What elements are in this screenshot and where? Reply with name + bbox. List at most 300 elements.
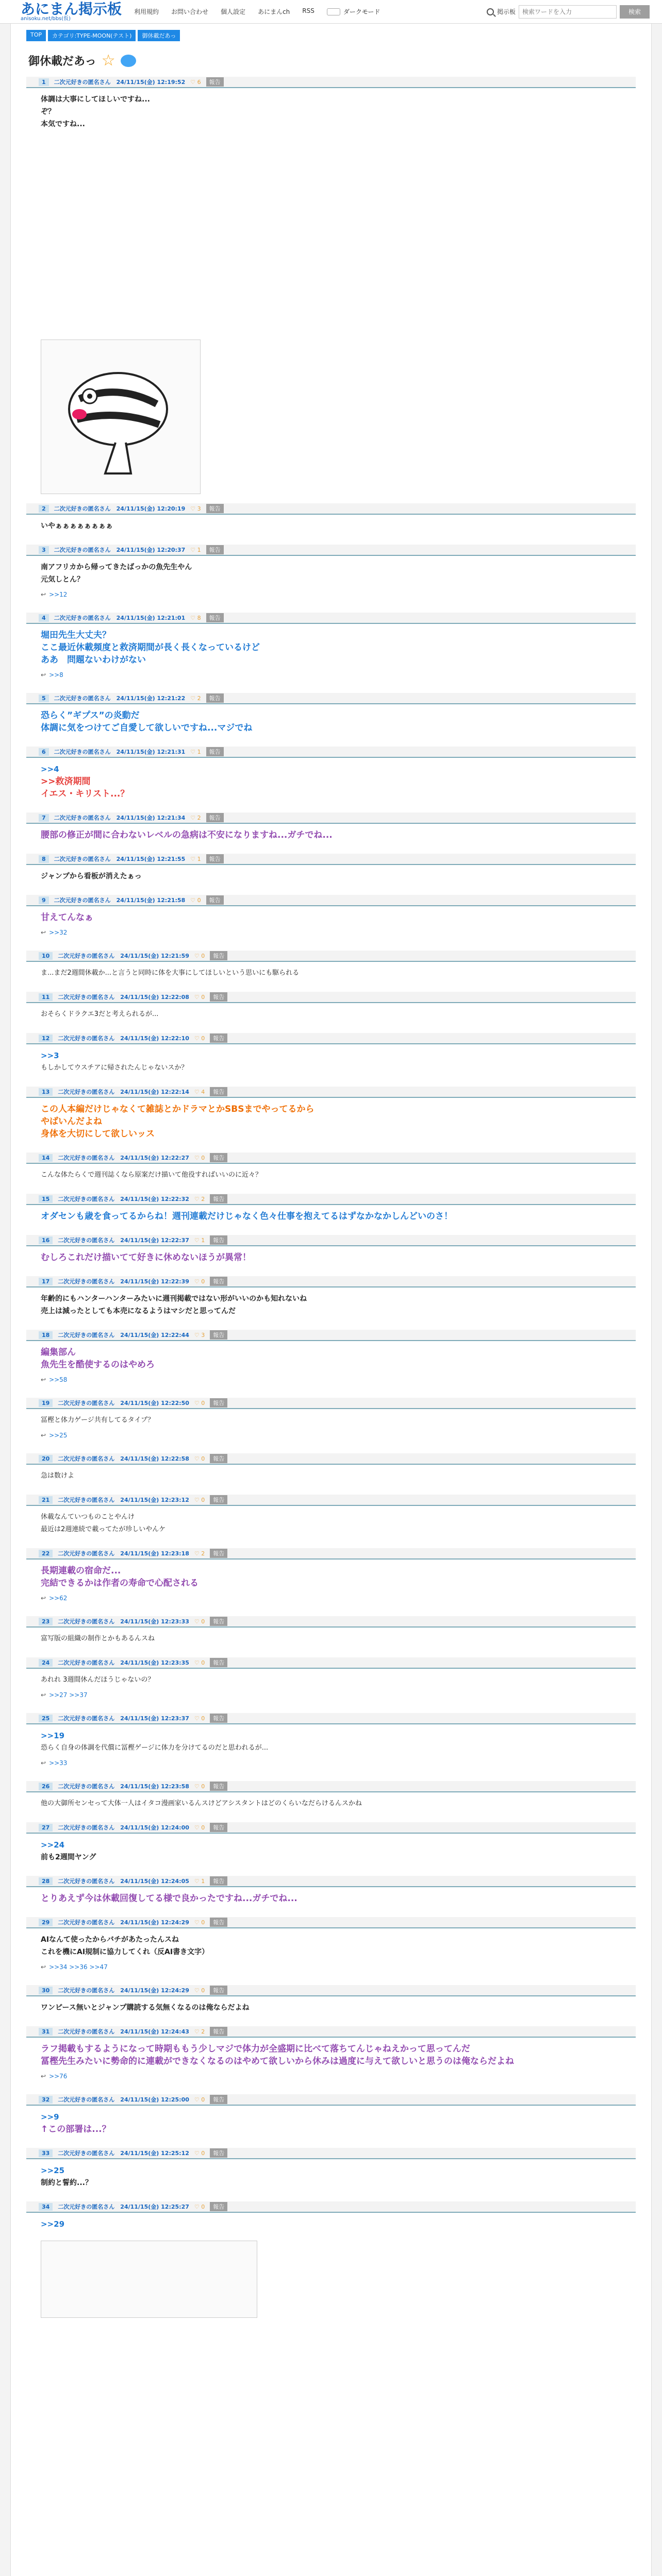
post [26, 2026, 636, 2085]
post-body [26, 2038, 636, 2071]
post-text: 恐らく自身の体調を代償に冨樫ゲージに体力を分けてるのだと思われるが... [41, 1744, 269, 1752]
good-count[interactable]: ♡ 1 [194, 1877, 205, 1885]
good-count[interactable]: ♡ 1 [190, 855, 201, 862]
reply-links[interactable] [26, 1592, 636, 1607]
post-number[interactable]: 16 [39, 1236, 53, 1244]
good-count[interactable]: ♡ 0 [194, 1715, 205, 1722]
logo-subtext: anisoku.net/bbs(仮) [21, 15, 71, 22]
reply-icon: ↩ [41, 1759, 46, 1767]
report-button[interactable]: 報告 [206, 504, 224, 513]
post [26, 895, 636, 941]
good-count[interactable]: ♡ 4 [194, 1088, 205, 1095]
post-text: 完結できるかは作者の寿命で心配される [41, 1578, 198, 1588]
post [26, 613, 636, 684]
good-count[interactable]: ♡ 0 [194, 2096, 205, 2103]
post-body [26, 1003, 636, 1024]
post-number[interactable]: 15 [39, 1195, 53, 1203]
post [26, 1153, 636, 1184]
report-button[interactable]: 報告 [210, 1153, 227, 1162]
post [26, 1985, 636, 2017]
post-number[interactable]: 10 [39, 952, 53, 960]
nav-rss[interactable]: RSS [302, 7, 315, 14]
post-body [26, 1205, 636, 1226]
report-button[interactable]: 報告 [210, 1918, 227, 1927]
post-number[interactable]: 25 [39, 1715, 53, 1722]
post [26, 693, 636, 737]
report-button[interactable]: 報告 [206, 613, 224, 622]
post-header [26, 503, 636, 515]
fish-illustration [59, 352, 183, 481]
reply-icon: ↩ [41, 591, 46, 598]
post-header [26, 854, 636, 865]
post [26, 1713, 636, 1772]
post-number[interactable]: 22 [39, 1550, 53, 1557]
report-button[interactable]: 報告 [210, 2202, 227, 2211]
post-number[interactable]: 8 [39, 855, 49, 863]
site-logo[interactable] [21, 2, 122, 22]
favorite-star-icon[interactable]: ☆ [101, 51, 115, 70]
reply-links[interactable] [26, 669, 636, 684]
post-number[interactable]: 20 [39, 1455, 53, 1463]
report-button[interactable]: 報告 [210, 1194, 227, 1204]
post-header [26, 545, 636, 556]
good-count[interactable]: ♡ 0 [194, 1919, 205, 1926]
post-number[interactable]: 14 [39, 1154, 53, 1162]
post-number[interactable]: 33 [39, 2149, 53, 2157]
report-button[interactable]: 報告 [210, 2027, 227, 2036]
post-number[interactable]: 24 [39, 1659, 53, 1667]
post-body [26, 2213, 636, 2233]
post-meta: 二次元好きの匿名さん 24/11/15(金) 12:22:39 [58, 1278, 189, 1285]
nav-settings[interactable]: 個人設定 [221, 8, 246, 15]
reply-anchors[interactable]: >>62 [49, 1595, 68, 1602]
post-meta: 二次元好きの匿名さん 24/11/15(金) 12:22:14 [58, 1089, 189, 1095]
reply-anchor[interactable]: >>29 [41, 2219, 65, 2229]
post-header [26, 1876, 636, 1887]
post-body [26, 704, 636, 737]
good-count[interactable]: ♡ 0 [194, 1154, 205, 1161]
post-number[interactable]: 2 [39, 505, 49, 513]
reply-anchors[interactable]: >>27 >>37 [49, 1691, 88, 1699]
post-text: 他の大御所センセって大体一人はイタコ漫画家いるんスけどアシスタントはどのくらいなだらけるんスかね [41, 1800, 362, 1807]
report-button[interactable]: 報告 [210, 1876, 227, 1886]
report-button[interactable]: 報告 [210, 1714, 227, 1723]
nav-terms[interactable]: 利用規約 [134, 8, 159, 15]
post-body [26, 962, 636, 982]
post-meta: 二次元好きの匿名さん 24/11/15(金) 12:21:59 [58, 953, 189, 959]
post [26, 1276, 636, 1320]
good-count[interactable]: ♡ 2 [194, 2028, 205, 2035]
post-text: こんな体たらくで週刊誌くなら原案だけ描いて他役すればいいのに近々？ [41, 1171, 262, 1179]
reply-icon: ↩ [41, 1691, 46, 1699]
post-meta: 二次元好きの匿名さん 24/11/15(金) 12:21:31 [54, 749, 186, 755]
reply-icon: ↩ [41, 1963, 46, 1971]
reply-anchors[interactable]: >>32 [49, 929, 68, 936]
post-meta: 二次元好きの匿名さん 24/11/15(金) 12:23:33 [58, 1618, 189, 1625]
post-text: これを機にAI規制に協力してくれ（反AI書き文字） [41, 1948, 209, 1956]
post-meta: 二次元好きの匿名さん 24/11/15(金) 12:21:58 [54, 897, 186, 904]
good-count[interactable]: ♡ 1 [190, 748, 201, 755]
post-body [26, 906, 636, 927]
post-text: イエス・キリスト...？ [41, 789, 129, 799]
post-meta: 二次元好きの匿名さん 24/11/15(金) 12:22:27 [58, 1155, 189, 1161]
post [26, 1398, 636, 1444]
post-body [26, 1928, 636, 1961]
post [26, 545, 636, 603]
post-meta: 二次元好きの匿名さん 24/11/15(金) 12:23:12 [58, 1497, 189, 1503]
darkmode-toggle[interactable] [327, 8, 340, 15]
report-button[interactable]: 報告 [210, 992, 227, 1002]
good-count[interactable]: ♡ 0 [194, 1278, 205, 1285]
good-count[interactable]: ♡ 0 [194, 1824, 205, 1831]
post-header [26, 613, 636, 624]
post-header [26, 951, 636, 962]
post-body [26, 1246, 636, 1267]
post-header [26, 1235, 636, 1246]
post-number[interactable]: 27 [39, 1824, 53, 1832]
post-number[interactable]: 32 [39, 2096, 53, 2104]
post-number[interactable]: 31 [39, 2028, 53, 2036]
post-text: 体調に気をつけてご自愛して欲しいですね...マジでね [41, 723, 253, 733]
report-button[interactable]: 報告 [206, 693, 224, 703]
nav-animanch[interactable]: あにまんch [258, 8, 290, 15]
reply-icon: ↩ [41, 1432, 46, 1439]
reply-links[interactable] [26, 1374, 636, 1388]
post-header [26, 812, 636, 824]
post-meta: 二次元好きの匿名さん 24/11/15(金) 12:20:19 [54, 505, 186, 512]
report-button[interactable]: 報告 [206, 813, 224, 822]
post-header [26, 693, 636, 704]
reply-anchor[interactable]: >>25 [41, 2166, 65, 2175]
post-body [26, 1560, 636, 1592]
good-count[interactable]: ♡ 3 [190, 505, 201, 512]
search-input[interactable] [519, 5, 617, 19]
post-text: ラフ掲載もするようになって時期ももう少しマジで体力が全盛期に比べて落ちてんじゃねえかって思ってんだ [41, 2044, 470, 2054]
breadcrumb-top[interactable]: TOP [26, 30, 46, 41]
good-count[interactable]: ♡ 2 [194, 1195, 205, 1202]
good-count[interactable]: ♡ 2 [194, 1550, 205, 1557]
reply-anchors[interactable]: >>25 [49, 1432, 68, 1439]
report-button[interactable]: 報告 [206, 77, 224, 87]
twitter-share-icon[interactable] [121, 55, 136, 67]
post-body [26, 1724, 636, 1757]
post-body [26, 824, 636, 844]
post-number[interactable]: 23 [39, 1618, 53, 1625]
page-title: 御休載だあっ [28, 55, 96, 68]
good-count[interactable]: ♡ 0 [194, 1035, 205, 1042]
reply-anchors[interactable]: >>8 [49, 671, 63, 679]
post-text: ↑この部署は...？ [41, 2124, 111, 2134]
report-button[interactable]: 報告 [210, 951, 227, 960]
post [26, 1548, 636, 1607]
good-count[interactable]: ♡ 0 [194, 2149, 205, 2157]
post-number[interactable]: 17 [39, 1278, 53, 1285]
post-meta: 二次元好きの匿名さん 24/11/15(金) 12:19:52 [54, 79, 186, 86]
reply-links[interactable] [26, 1961, 636, 1976]
post-spacer [26, 133, 636, 329]
post-header [26, 1153, 636, 1164]
post-meta: 二次元好きの匿名さん 24/11/15(金) 12:22:32 [58, 1196, 189, 1202]
reply-links[interactable] [26, 1430, 636, 1444]
post-text: もしかしてウスチアに帰されたんじゃないスか？ [41, 1064, 188, 1072]
post-number[interactable]: 13 [39, 1088, 53, 1096]
report-button[interactable]: 報告 [210, 1277, 227, 1286]
report-button[interactable]: 報告 [210, 2148, 227, 2158]
good-count[interactable]: ♡ 0 [194, 1659, 205, 1666]
post-text: 甘えてんなぁ [41, 912, 93, 923]
post-image[interactable] [41, 2241, 257, 2318]
post-header [26, 77, 636, 88]
post-meta: 二次元好きの匿名さん 24/11/15(金) 12:22:08 [58, 994, 189, 1001]
reply-anchors[interactable]: >>34 >>36 >>47 [49, 1963, 108, 1971]
post-text: >>救済期間 [41, 776, 91, 787]
good-count[interactable]: ♡ 3 [194, 1331, 205, 1338]
good-count[interactable]: ♡ 0 [194, 952, 205, 959]
post-body [26, 1834, 636, 1867]
post-body [26, 865, 636, 886]
search-icon [487, 8, 494, 15]
report-button[interactable]: 報告 [210, 2095, 227, 2104]
reply-anchors[interactable]: >>12 [49, 591, 68, 598]
good-count[interactable]: ♡ 0 [194, 1455, 205, 1462]
post-text: 身体を大切にして欲しいッス [41, 1129, 155, 1139]
post-text: ああ 問題ないわけがない [41, 655, 146, 665]
post-header [26, 1453, 636, 1465]
post-header [26, 1985, 636, 1996]
reply-icon: ↩ [41, 1595, 46, 1602]
report-button[interactable]: 報告 [210, 1087, 227, 1096]
post-text: いやぁぁぁぁぁぁぁぁ [41, 522, 113, 530]
post [26, 1495, 636, 1539]
post-text: ワンピース無いとジャンプ購読する気無くなるのは俺ならだよね [41, 2004, 250, 2012]
post [26, 1235, 636, 1267]
report-button[interactable]: 報告 [210, 1235, 227, 1245]
post-text: ジャンプから看板が消えたぁっ [41, 872, 142, 880]
post [26, 77, 636, 494]
report-button[interactable]: 報告 [206, 545, 224, 554]
report-button[interactable]: 報告 [210, 1033, 227, 1043]
post-text: 体調は大事にしてほしいですね... [41, 95, 150, 104]
post-text: おそらくドラクエ3だと考えられるが... [41, 1010, 159, 1018]
reply-anchor[interactable]: >>4 [41, 765, 59, 774]
post-text: 冨樫と体力ゲージ共有してるタイプ？ [41, 1416, 155, 1424]
report-button[interactable]: 報告 [206, 747, 224, 756]
post-number[interactable]: 11 [39, 993, 53, 1001]
post-header [26, 895, 636, 906]
reply-anchor[interactable]: >>3 [41, 1051, 59, 1060]
post-body [26, 1506, 636, 1539]
good-count[interactable]: ♡ 0 [194, 1399, 205, 1406]
post [26, 1657, 636, 1704]
breadcrumb [26, 30, 636, 41]
reply-anchor[interactable]: >>9 [41, 2112, 59, 2122]
top-bar [0, 0, 662, 24]
good-count[interactable]: ♡ 0 [194, 993, 205, 1001]
report-button[interactable]: 報告 [210, 1986, 227, 1995]
post-text: 売上は減ったとしても本売になるようはマシだと思ってんだ [41, 1307, 236, 1315]
report-button[interactable]: 報告 [210, 1495, 227, 1504]
post-text: 富写版の組織の制作とかもあるんスね [41, 1635, 155, 1642]
post-header [26, 1822, 636, 1834]
post-meta: 二次元好きの匿名さん 24/11/15(金) 12:25:27 [58, 2204, 189, 2210]
post-text: 休載なんていつものことやんけ [41, 1513, 135, 1521]
report-button[interactable]: 報告 [210, 1330, 227, 1340]
post-text: ま...まだ2週間休載か...と言うと同時に体を大事にしてほしいという思いにも駆られる [41, 969, 300, 977]
post-text: 編集部ん [41, 1347, 76, 1358]
post-number[interactable]: 9 [39, 896, 49, 904]
post-header [26, 1033, 636, 1044]
post-image[interactable] [41, 340, 201, 494]
post-number[interactable]: 29 [39, 1919, 53, 1926]
post-text: 南アフリカから帰ってきたばっかの魚先生やん [41, 563, 192, 571]
post-meta: 二次元好きの匿名さん 24/11/15(金) 12:24:29 [58, 1919, 189, 1926]
post-number[interactable]: 12 [39, 1035, 53, 1042]
post-meta: 二次元好きの匿名さん 24/11/15(金) 12:22:10 [58, 1035, 189, 1042]
reply-anchors[interactable]: >>58 [49, 1376, 68, 1383]
reply-links[interactable] [26, 927, 636, 941]
breadcrumb-thread[interactable]: 御休載だあっ [138, 30, 180, 41]
report-button[interactable]: 報告 [210, 1398, 227, 1408]
post [26, 951, 636, 982]
post [26, 1033, 636, 1077]
post [26, 1917, 636, 1976]
post [26, 992, 636, 1024]
post-body [26, 2159, 636, 2192]
post-meta: 二次元好きの匿名さん 24/11/15(金) 12:22:37 [58, 1237, 189, 1244]
report-button[interactable]: 報告 [206, 895, 224, 905]
post-text: やばいんだよね [41, 1116, 102, 1127]
post-text: 元気しとん？ [41, 575, 84, 584]
post-number[interactable]: 30 [39, 1987, 53, 1994]
post-header [26, 1495, 636, 1506]
good-count[interactable]: ♡ 0 [190, 896, 201, 904]
post-body [26, 1409, 636, 1430]
good-count[interactable]: ♡ 2 [190, 814, 201, 821]
post-body [26, 758, 636, 803]
post-text: 最近は2週連続で載ってたが珍しいやんケ [41, 1526, 166, 1533]
post-number[interactable]: 26 [39, 1783, 53, 1790]
post-number[interactable]: 21 [39, 1496, 53, 1504]
post-header [26, 1781, 636, 1792]
post-body [26, 2106, 636, 2139]
post-text: 冨樫先生みたいに勢命的に連載ができなくなるのはやめて欲しいから休みは過度に与えて欲しいと思うのは俺ならだよね [41, 2056, 514, 2066]
darkmode-control [327, 7, 380, 16]
post-number[interactable]: 19 [39, 1399, 53, 1407]
reply-links[interactable] [26, 589, 636, 603]
post-body [26, 1792, 636, 1813]
post-body [26, 1341, 636, 1374]
post-text: とりあえず今は休載回復してる様で良かったですね...ガチでね... [41, 1893, 297, 1904]
post-text: 前も2週間ヤング [41, 1853, 96, 1861]
reply-links[interactable] [26, 1757, 636, 1772]
post-meta: 二次元好きの匿名さん 24/11/15(金) 12:24:43 [58, 2028, 189, 2035]
post [26, 1781, 636, 1813]
post-body [26, 1044, 636, 1077]
post-header [26, 1276, 636, 1287]
good-count[interactable]: ♡ 1 [194, 1236, 205, 1244]
post-meta: 二次元好きの匿名さん 24/11/15(金) 12:25:00 [58, 2096, 189, 2103]
report-button[interactable]: 報告 [210, 1549, 227, 1558]
post-text: AIなんて使ったからバチがあたったんスね [41, 1936, 179, 1944]
search-button[interactable]: 検索 [620, 5, 650, 19]
post-meta: 二次元好きの匿名さん 24/11/15(金) 12:20:37 [54, 547, 186, 553]
good-count[interactable]: ♡ 2 [190, 694, 201, 702]
post-number[interactable]: 7 [39, 814, 49, 822]
report-button[interactable]: 報告 [210, 1617, 227, 1626]
post-header [26, 1087, 636, 1098]
post-number[interactable]: 1 [39, 78, 49, 86]
breadcrumb-category[interactable]: カテゴリ:TYPE-MOON(テスト) [48, 30, 136, 41]
post-number[interactable]: 4 [39, 614, 49, 622]
post [26, 854, 636, 886]
post-text: この人本編だけじゃなくて雑誌とかドラマとかSBSまでやってるから [41, 1104, 315, 1114]
post-body [26, 556, 636, 589]
post-body [26, 1098, 636, 1143]
good-count[interactable]: ♡ 0 [194, 2203, 205, 2210]
logo-text[interactable]: あにまん掲示板 [21, 0, 122, 18]
post-header [26, 1398, 636, 1409]
post-meta: 二次元好きの匿名さん 24/11/15(金) 12:21:01 [54, 615, 186, 621]
reply-anchor[interactable]: >>24 [41, 1840, 65, 1850]
reply-anchors[interactable]: >>76 [49, 2073, 68, 2080]
report-button[interactable]: 報告 [210, 1658, 227, 1667]
post-list [26, 77, 636, 2318]
good-count[interactable]: ♡ 0 [194, 1496, 205, 1503]
post-header [26, 2026, 636, 2038]
post-meta: 二次元好きの匿名さん 24/11/15(金) 12:21:55 [54, 856, 186, 862]
post-number[interactable]: 28 [39, 1877, 53, 1885]
good-count[interactable]: ♡ 8 [190, 614, 201, 621]
search-scope-select[interactable]: 掲示板 [496, 8, 516, 15]
post [26, 2201, 636, 2318]
good-count[interactable]: ♡ 6 [190, 78, 201, 86]
reply-links[interactable] [26, 2071, 636, 2085]
good-count[interactable]: ♡ 0 [194, 1987, 205, 1994]
post-number[interactable]: 6 [39, 748, 49, 756]
post-header [26, 2201, 636, 2213]
post-header [26, 1713, 636, 1724]
post-meta: 二次元好きの匿名さん 24/11/15(金) 12:21:34 [54, 815, 186, 821]
reply-icon: ↩ [41, 2073, 46, 2080]
good-count[interactable]: ♡ 0 [194, 1618, 205, 1625]
post [26, 1330, 636, 1388]
report-button[interactable]: 報告 [210, 1782, 227, 1791]
report-button[interactable]: 報告 [206, 854, 224, 863]
post-number[interactable]: 3 [39, 546, 49, 554]
post-header [26, 747, 636, 758]
post [26, 747, 636, 803]
post-text: オダセンも歳を食ってるからね！週刊連載だけじゃなく色々仕事を抱えてるはずなかなかしんどいのさ！ [41, 1211, 453, 1222]
post-number[interactable]: 34 [39, 2203, 53, 2211]
post-number[interactable]: 5 [39, 694, 49, 702]
reply-links[interactable] [26, 1689, 636, 1704]
post-meta: 二次元好きの匿名さん 24/11/15(金) 12:23:37 [58, 1715, 189, 1722]
report-button[interactable]: 報告 [210, 1823, 227, 1832]
post-meta: 二次元好きの匿名さん 24/11/15(金) 12:23:58 [58, 1783, 189, 1790]
top-nav [134, 7, 315, 16]
nav-contact[interactable]: お問い合わせ [171, 8, 209, 15]
reply-anchors[interactable]: >>33 [49, 1759, 68, 1767]
good-count[interactable]: ♡ 0 [194, 1783, 205, 1790]
post [26, 1876, 636, 1908]
post-header [26, 1917, 636, 1928]
post-header [26, 1548, 636, 1560]
post-number[interactable]: 18 [39, 1331, 53, 1339]
report-button[interactable]: 報告 [210, 1454, 227, 1463]
post-meta: 二次元好きの匿名さん 24/11/15(金) 12:23:18 [58, 1550, 189, 1557]
reply-anchor[interactable]: >>19 [41, 1731, 65, 1740]
good-count[interactable]: ♡ 1 [190, 546, 201, 553]
